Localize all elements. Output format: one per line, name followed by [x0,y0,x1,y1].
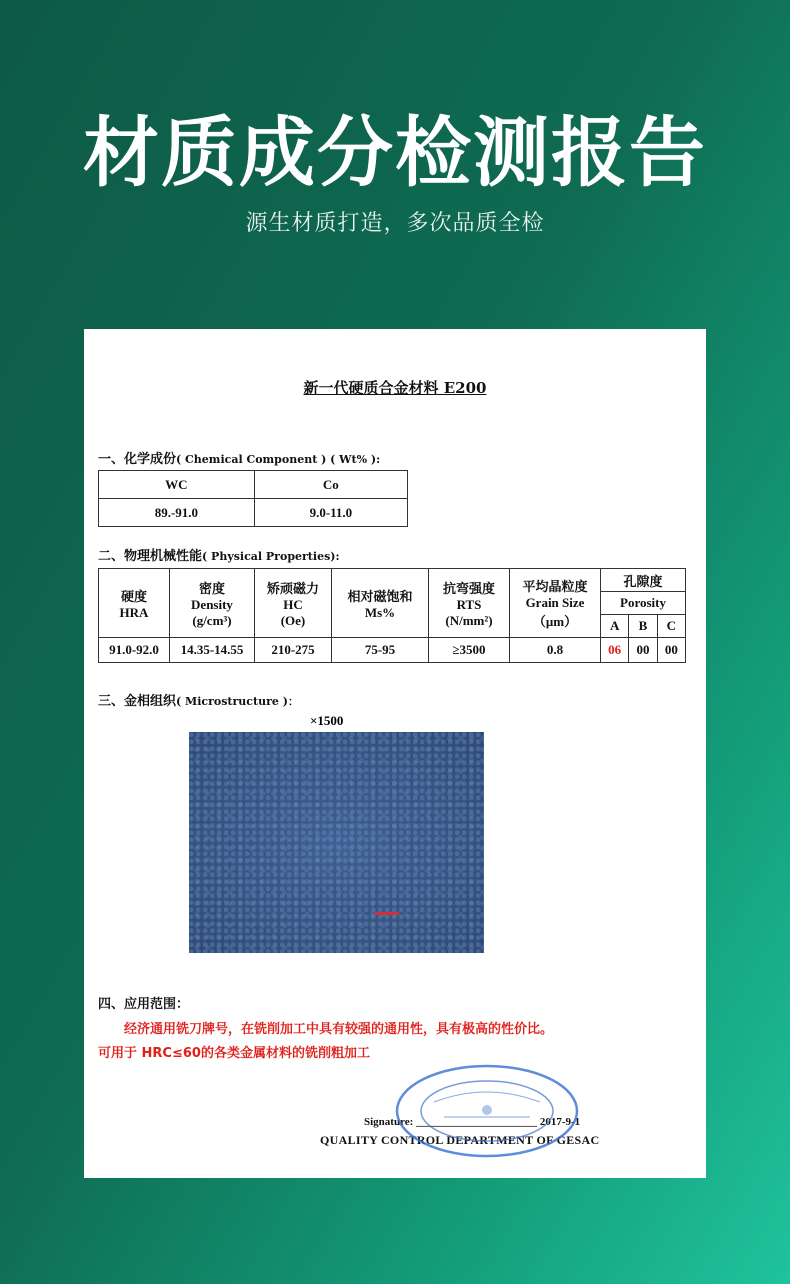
coercivity-cn: 矫顽磁力 [266,580,319,596]
signature-label: Signature: [364,1116,414,1128]
wc-value: 89.-91.0 [99,499,255,527]
hardness-cn: 硬度 [120,588,147,604]
section2-heading-cn: 二、物理机械性能 [98,549,203,564]
porosity-b-value: 00 [629,638,657,663]
hardness-header [99,569,170,638]
rts-en: RTS [456,596,482,612]
section2-heading [98,545,340,564]
rts-value: ≥3500 [429,638,510,663]
coercivity-value: 210-275 [255,638,332,663]
density-en: Density [191,596,233,612]
application-line-1: 经济通用铣刀牌号，在铣削加工中具有较强的通用性，具有极高的性价比。 [124,1022,554,1037]
grain-en: Grain Size [525,595,585,610]
qc-department: QUALITY CONTROL DEPARTMENT OF GESAC [320,1133,600,1147]
porosity-c-value: 00 [657,638,685,663]
co-header: Co [254,471,407,499]
section1-heading [98,448,380,467]
coercivity-unit: (Oe) [280,612,306,628]
porosity-col-c: C [657,615,685,638]
grain-value: 0.8 [510,638,601,663]
porosity-col-a: A [601,615,629,638]
application-line-2: 可用于 HRC≤60的各类金属材料的铣削粗加工 [98,1046,370,1061]
porosity-col-b: B [629,615,657,638]
coercivity-en: HC [283,596,303,612]
grain-header [510,569,601,638]
coercivity-header [255,569,332,638]
report-document [84,329,706,1178]
porosity-a-value: 06 [601,638,629,663]
density-unit: (g/cm³) [192,612,232,628]
section1-heading-en: ( Chemical Component ) ( Wt% ): [176,453,381,466]
saturation-header [332,569,429,638]
rts-cn: 抗弯强度 [442,580,495,596]
section3-heading-cn: 三、金相组织 [98,694,177,709]
grain-cn: 平均晶粒度 [522,579,588,594]
scale-bar [375,912,399,915]
hardness-en: HRA [119,604,149,620]
density-cn: 密度 [198,580,225,596]
microstructure-image [189,732,484,953]
section2-heading-en: ( Physical Properties): [202,550,340,563]
rts-header [429,569,510,638]
porosity-en: Porosity [601,592,686,615]
company-seal-stamp [394,1062,580,1160]
grain-unit: （μm） [532,614,578,629]
hardness-value: 91.0-92.0 [99,638,170,663]
signature-line: Signature: ______________________ 2017-9-1 [364,1116,581,1128]
rts-unit: (N/mm²) [445,612,493,628]
density-value: 14.35-14.55 [170,638,255,663]
chemical-component-table [98,470,408,527]
saturation-en: Ms% [364,604,396,620]
hero-title: 材质成分检测报告 [83,108,707,197]
section1-heading-cn: 一、化学成份 [98,452,177,467]
section3-heading [98,690,299,709]
hero-subtitle: 源生材质打造，多次品质全检 [245,211,545,236]
magnification-label: ×1500 [310,713,344,728]
density-header [170,569,255,638]
co-value: 9.0-11.0 [254,499,407,527]
signature-date: 2017-9-1 [539,1116,581,1128]
section4-heading: 四、应用范围： [98,997,190,1012]
porosity-cn: 孔隙度 [601,569,686,592]
section3-heading-en: ( Microstructure )： [176,695,299,708]
wc-header: WC [99,471,255,499]
saturation-value: 75-95 [332,638,429,663]
report-title: 新一代硬质合金材料 E200 [303,379,487,397]
saturation-cn: 相对磁饱和 [347,588,413,604]
physical-properties-table [98,568,686,663]
